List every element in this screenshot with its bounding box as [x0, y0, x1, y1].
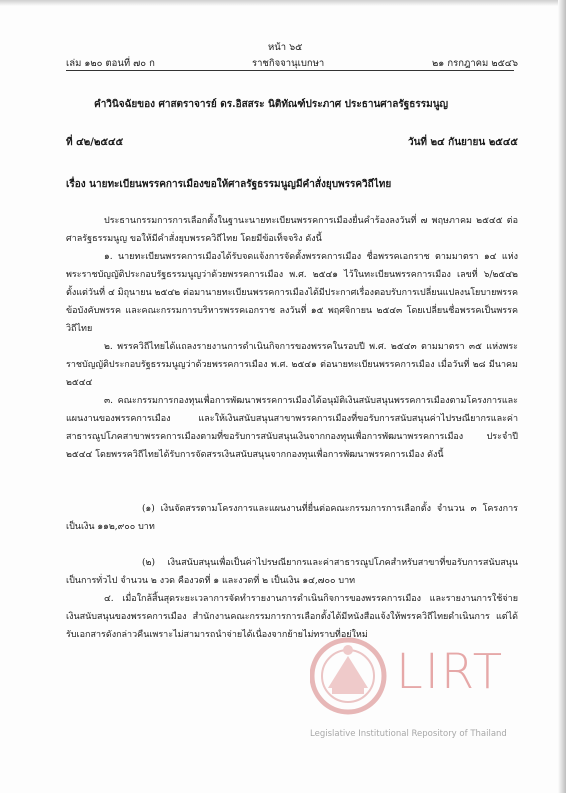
paragraph-3: ๓. คณะกรรมการกองทุนเพื่อการพัฒนาพรรคการเมืองได้อนุมัติเงินสนับสนุนพรรคการเมืองตามโครงการและแผนงานของพรรคการเมือง และให้เงินสนับสนุนสาขาพรรคการเมืองที่ขอรับการสนับสนุนค่าไปรษณียากรและค่าสาธารณูปโภคสาขาพรรคการเมืองตามที่ขอรับการสนับสนุนเงินจากกองทุนเพื่อการพัฒนาพรรคการเมือง ประจำปี ๒๕๔๔ โดยพรรควิถีไทยได้รับการจัดสรรเงินสนับสนุนจากกองทุนเพื่อการพัฒนาพรรคการเมือง ดังนี้ [66, 396, 518, 460]
paragraph-4: ๔. เมื่อใกล้สิ้นสุดระยะเวลาการจัดทำรายงานการดำเนินกิจการของพรรคการเมือง และรายงานการใช้จ่ายเงินสนับสนุนของพรรคการเมือง สำนักงานคณะกรรมการการเลือกตั้งได้มีหนังสือแจ้งให้พรรควิถีไทยดำเนินการ แต่ได้รับเอกสารดังกล่าวคืนเพราะไม่สามารถนำจ่ายได้เนื่องจากย้ายไม่ทราบที่อยู่ใหม่ [66, 594, 518, 640]
paragraph-1: ๑. นายทะเบียนพรรคการเมืองได้รับจดแจ้งการจัดตั้งพรรคการเมือง ชื่อพรรคเอกราช ตามมาตรา ๑๔ แห่งพระราชบัญญัติประกอบรัฐธรรมนูญว่าด้วยพรรคการเมือง พ.ศ. ๒๕๔๑ ไว้ในทะเบียนพรรคการเมือง เลขที่ ๖/๒๕๔๒ ตั้งแต่วันที่ ๔ มิถุนายน ๒๕๔๒ ต่อมานายทะเบียนพรรคการเมืองได้มีประกาศเรื่องตอบรับการเปลี่ยนแปลงนโยบายพรรค ข้อบังคับพรรค และคณะกรรมการบริหารพรรคเอกราช ลงวันที่ ๑๕ พฤศจิกายน ๒๕๔๓ โดยเปลี่ยนชื่อพรรคเป็นพรรควิถีไทย [66, 252, 518, 334]
scan-top-shadow [0, 0, 566, 6]
scan-right-shadow [558, 0, 566, 793]
gazette-name: ราชกิจจานุเบกษา [252, 58, 325, 69]
order-title: คำวินิจฉัยของ ศาสตราจารย์ ดร.อิสสระ นิติทัณฑ์ประภาศ ประธานศาลรัฐธรรมนูญ [94, 99, 449, 110]
gazette-date: ๒๑ กรกฎาคม ๒๕๔๖ [432, 58, 518, 69]
paragraph-3-item-1: (๑) เงินจัดสรรตามโครงการและแผนงานที่ยื่นต่อคณะกรรมการการเลือกตั้ง จำนวน ๓ โครงการ เป็นเงิน ๑๑๒,๙๐๐ บาท [66, 504, 518, 532]
case-number: ที่ ๔๒/๒๕๔๕ [66, 137, 124, 148]
lirt-caption: Legislative Institutional Repository of Thailand [310, 729, 507, 739]
paragraph-intro: ประธานกรรมการการเลือกตั้งในฐานะนายทะเบียนพรรคการเมืองยื่นคำร้องลงวันที่ ๗ พฤษภาคม ๒๕๔๕ ต่อศาลรัฐธรรมนูญ ขอให้มีคำสั่งยุบพรรควิถีไทย โดยมีข้อเท็จจริง ดังนี้ [66, 216, 518, 244]
volume-issue: เล่ม ๑๒๐ ตอนที่ ๗๐ ก [66, 58, 155, 69]
page-number: หน้า ๖๕ [268, 42, 303, 53]
decision-date: วันที่ ๒๔ กันยายน ๒๕๔๕ [407, 137, 518, 148]
lirt-logo-text: LIRT [396, 644, 505, 700]
header-rule [66, 70, 514, 71]
lirt-watermark [310, 626, 530, 746]
paragraph-3-item-2: (๒) เงินสนับสนุนเพื่อเป็นค่าไปรษณียากรและค่าสาธารณูปโภคสำหรับสาขาที่ขอรับการสนับสนุนเป็นการทั่วไป จำนวน ๒ งวด คืองวดที่ ๑ และงวดที่ ๒ เป็นเงิน ๑๔,๗๐๐ บาท [66, 558, 518, 586]
subject-line: เรื่อง นายทะเบียนพรรคการเมืองขอให้ศาลรัฐธรรมนูญมีคำสั่งยุบพรรควิถีไทย [66, 179, 392, 190]
paragraph-2: ๒. พรรควิถีไทยได้แถลงรายงานการดำเนินกิจการของพรรคในรอบปี พ.ศ. ๒๕๔๓ ตามมาตรา ๓๕ แห่งพระราชบัญญัติประกอบรัฐธรรมนูญว่าด้วยพรรคการเมือง พ.ศ. ๒๕๔๑ ต่อนายทะเบียนพรรคการเมือง เมื่อวันที่ ๒๘ มีนาคม ๒๕๔๔ [66, 342, 518, 388]
